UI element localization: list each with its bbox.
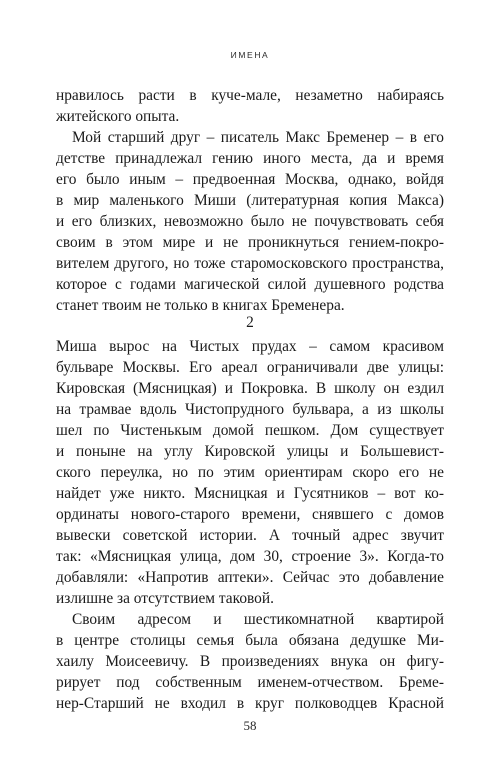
text-line: вывески советской истории. А точный адрес звучит <box>56 527 444 544</box>
text-line: Мой старший друг – писатель Макс Бременер – в его <box>72 129 444 146</box>
section-number: 2 <box>246 314 254 331</box>
text-line: и его близких, невозможно было не почувствовать себя <box>56 213 444 230</box>
text-line: найдет уже никто. Мясницкая и Гусятников – вот ко- <box>56 485 444 502</box>
text-line: Своим адресом и шестикомнатной квартирой <box>72 611 444 628</box>
page-number: 58 <box>243 718 257 733</box>
text-line: в центре столицы семья была обязана дедушке Ми- <box>56 632 444 649</box>
running-title: ИМЕНА <box>230 50 270 60</box>
text-line: Кировская (Мясницкая) и Покровка. В школу он ездил <box>56 380 444 397</box>
text-line: шел по Чистенькым домой пешком. Дом существует <box>56 422 444 439</box>
text-line: которое с годами магической силой душевного родства <box>56 276 444 293</box>
text-line: своим в этом мире и не проникнуться гением-покро- <box>56 234 444 251</box>
text-block-section-2 <box>56 336 444 714</box>
text-line: детстве принадлежал гению иного места, да и время <box>56 150 444 167</box>
text-line: нер-Старший не входил в круг полководцев Красной <box>56 695 444 712</box>
text-line: нравилось расти в куче-мале, незаметно набираясь <box>56 87 444 104</box>
text-line: и поныне на углу Кировской улицы и Большевист- <box>56 443 444 460</box>
text-line: вителем другого, но тоже старомосковского пространства, <box>56 255 444 272</box>
text-line: ординаты нового-старого времени, снявшего с домов <box>56 506 444 523</box>
text-line: ского переулка, но по этим ориентирам скоро его не <box>56 464 444 481</box>
text-line: станет твоим не только в книгах Бременера. <box>56 297 345 314</box>
text-line: добавляли: «Напротив аптеки». Сейчас это добавление <box>56 569 444 586</box>
text-line: в мир маленького Миши (литературная копия Макса) <box>56 192 444 209</box>
text-line: житейского опыта. <box>56 108 180 125</box>
text-line: рирует под собственным именем-отчеством. Бреме- <box>56 674 444 691</box>
text-line: Миша вырос на Чистых прудах – самом красивом <box>56 338 444 355</box>
text-line: так: «Мясницкая улица, дом 30, строение 3». Когда-то <box>56 548 444 565</box>
text-line: бульваре Москвы. Его ареал ограничивали две улицы: <box>56 359 444 376</box>
text-line: хаилу Моисеевичу. В произведениях внука он фигу- <box>56 653 444 670</box>
text-line: его было иным – предвоенная Москва, однако, войдя <box>56 171 444 188</box>
text-line: излишне за отсутствием таковой. <box>56 590 274 607</box>
text-line: на трамвае вдоль Чистопрудного бульвара, а из школы <box>56 401 444 418</box>
text-block-section-1 <box>56 85 444 316</box>
